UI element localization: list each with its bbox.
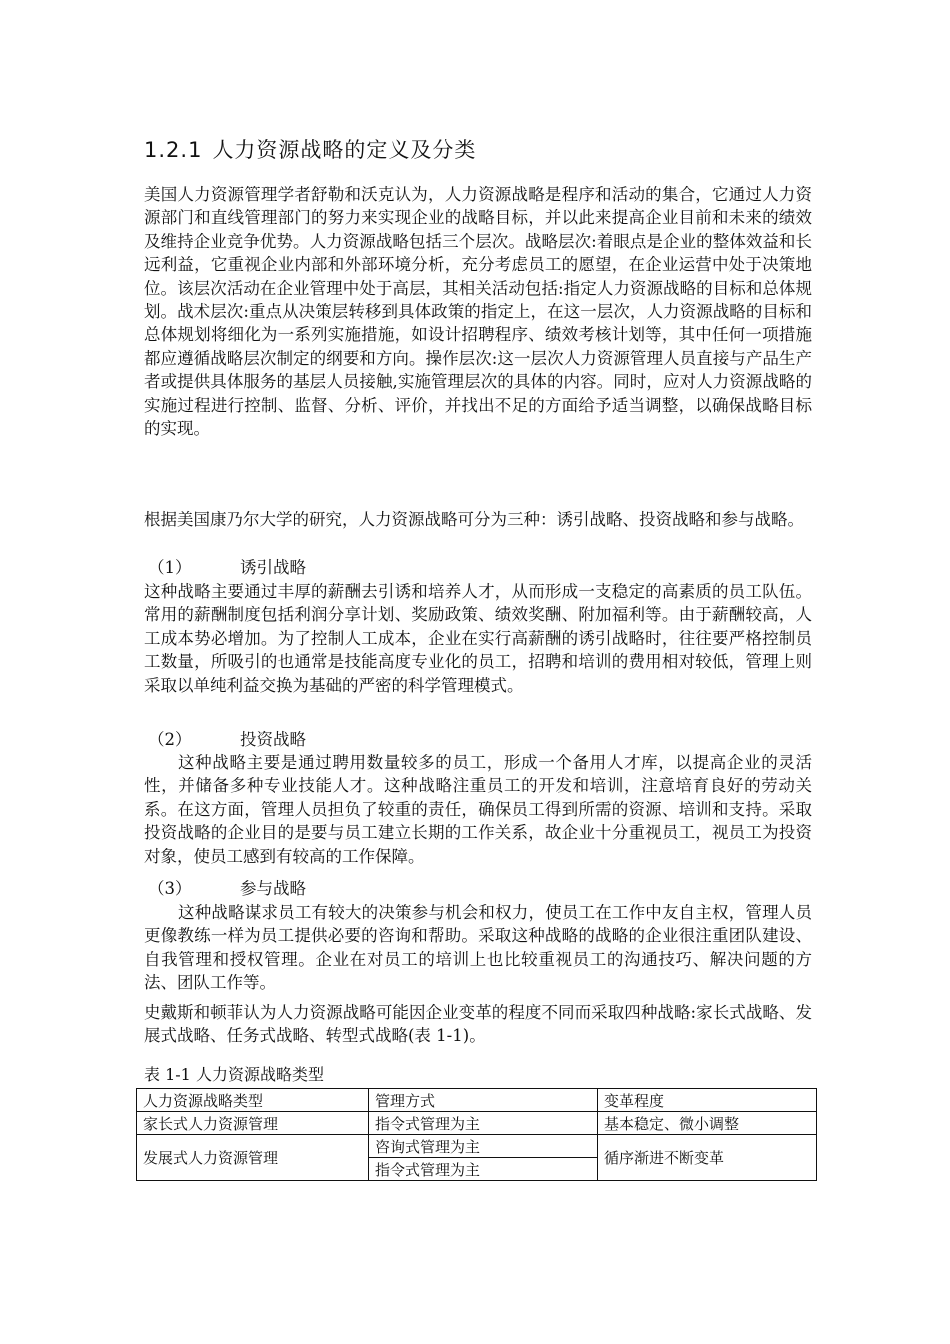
strategy-table bbox=[136, 1088, 817, 1181]
item-heading-2 bbox=[148, 728, 306, 751]
table-header-cell: 管理方式 bbox=[369, 1089, 598, 1112]
table-cell: 基本稳定、微小调整 bbox=[598, 1112, 817, 1135]
table-header-cell: 变革程度 bbox=[598, 1089, 817, 1112]
table-header-cell: 人力资源战略类型 bbox=[137, 1089, 369, 1112]
item-body-3: 这种战略谋求员工有较大的决策参与机会和权力，使员工在工作中友自主权，管理人员更像教练一样为员工提供必要的咨询和帮助。采取这种战略的战略的企业很注重团队建设、自我管理和授权管理。企业在对员工的培训上也比较重视员工的沟通技巧、解决问题的方法、团队工作等。 bbox=[144, 903, 812, 993]
table-caption: 表 1-1 人力资源战略类型 bbox=[144, 1065, 324, 1084]
item-title: 诱引战略 bbox=[240, 558, 306, 577]
item-title: 参与战略 bbox=[240, 879, 306, 898]
item-heading-3 bbox=[148, 877, 306, 900]
table-cell: 发展式人力资源管理 bbox=[137, 1135, 369, 1181]
paragraph-definition: 美国人力资源管理学者舒勒和沃克认为，人力资源战略是程序和活动的集合，它通过人力资源部门和直线管理部门的努力来实现企业的战略目标，并以此来提高企业目前和未来的绩效及维持企业竞争优势。人力资源战略包括三个层次。战略层次:着眼点是企业的整体效益和长远利益，它重视企业内部和外部环境分析，充分考虑员工的愿望，在企业运营中处于决策地位。该层次活动在企业管理中处于高层，其相关活动包括:指定人力资源战略的目标和总体规划。战术层次:重点从决策层转移到具体政策的指定上，在这一层次，人力资源战略的目标和总体规划将细化为一系列实施措施，如设计招聘程序、绩效考核计划等，其中任何一项措施都应遵循战略层次制定的纲要和方向。操作层次:这一层次人力资源管理人员直接与产品生产者或提供具体服务的基层人员接触,实施管理层次的具体的内容。同时，应对人力资源战略的实施过程进行控制、监督、分析、评价，并找出不足的方面给予适当调整，以确保战略目标的实现。 bbox=[144, 185, 812, 439]
table-row bbox=[137, 1112, 817, 1135]
table-cell: 家长式人力资源管理 bbox=[137, 1112, 369, 1135]
item-index: （2） bbox=[148, 730, 192, 749]
section-number: 1.2.1 bbox=[144, 138, 203, 162]
section-heading bbox=[144, 134, 476, 164]
table-cell: 指令式管理为主 bbox=[369, 1158, 598, 1181]
section-title: 人力资源战略的定义及分类 bbox=[212, 138, 477, 162]
table-cell: 循序渐进不断变革 bbox=[598, 1135, 817, 1181]
table-row bbox=[137, 1135, 817, 1158]
table-cell: 咨询式管理为主 bbox=[369, 1135, 598, 1158]
item-heading-1 bbox=[148, 556, 306, 579]
paragraph-classification: 根据美国康乃尔大学的研究，人力资源战略可分为三种：诱引战略、投资战略和参与战略。 bbox=[144, 510, 804, 529]
item-index: （3） bbox=[148, 879, 192, 898]
table-cell: 指令式管理为主 bbox=[369, 1112, 598, 1135]
item-body-1: 这种战略主要通过丰厚的薪酬去引诱和培养人才，从而形成一支稳定的高素质的员工队伍。常用的薪酬制度包括利润分享计划、奖励政策、绩效奖酬、附加福利等。由于薪酬较高，人工成本势必增加。为了控制人工成本，企业在实行高薪酬的诱引战略时，往往要严格控制员工数量，所吸引的也通常是技能高度专业化的员工，招聘和培训的费用相对较低，管理上则采取以单纯利益交换为基础的严密的科学管理模式。 bbox=[144, 582, 812, 695]
item-title: 投资战略 bbox=[240, 730, 306, 749]
item-body-2: 这种战略主要是通过聘用数量较多的员工，形成一个备用人才库，以提高企业的灵活性，并储备多种专业技能人才。这种战略注重员工的开发和培训，注意培育良好的劳动关系。在这方面，管理人员担负了较重的责任，确保员工得到所需的资源、培训和支持。采取投资战略的企业目的是要与员工建立长期的工作关系，故企业十分重视员工，视员工为投资对象，使员工感到有较高的工作保障。 bbox=[144, 753, 812, 866]
table-header-row bbox=[137, 1089, 817, 1112]
item-index: （1） bbox=[148, 558, 192, 577]
paragraph-four-strategies: 史戴斯和顿菲认为人力资源战略可能因企业变革的程度不同而采取四种战略:家长式战略、发展式战略、任务式战略、转型式战略(表 1-1)。 bbox=[144, 1003, 812, 1046]
